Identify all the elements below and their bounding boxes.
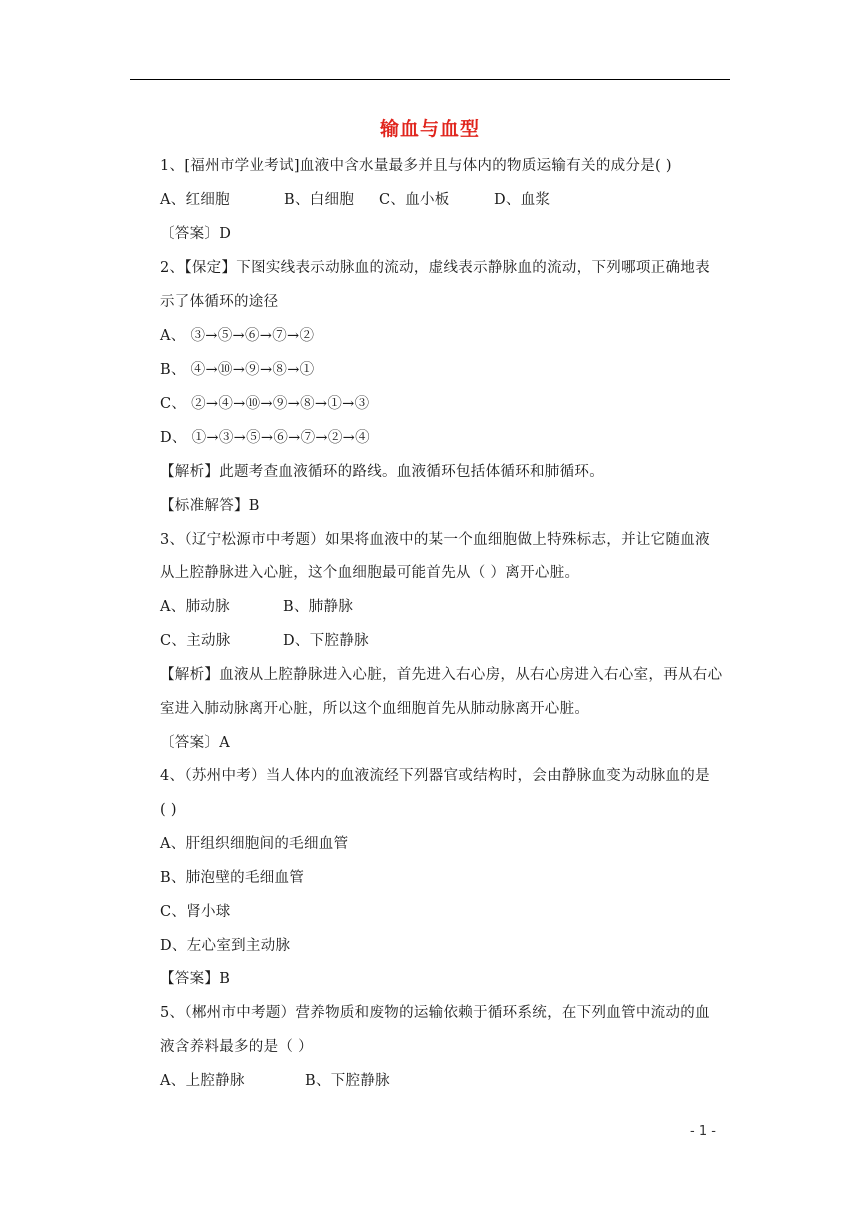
q5-stem-line2: 液含养料最多的是（ ） — [160, 1039, 313, 1055]
q5-option-b: B、下腔静脉 — [305, 1073, 390, 1089]
q3-answer: 〔答案〕A — [160, 735, 230, 751]
page-number: - 1 - — [690, 1124, 716, 1139]
q2-stem-line2: 示了体循环的途径 — [160, 294, 279, 310]
q5-stem-line1: 5、（郴州市中考题）营养物质和废物的运输依赖于循环系统，在下列血管中流动的血 — [160, 1005, 710, 1021]
q4-stem-line1: 4、（苏州中考）当人体内的血液流经下列器官或结构时，会由静脉血变为动脉血的是 — [160, 768, 710, 784]
q2-option-d: D、 ①→③→⑤→⑥→⑦→②→④ — [160, 430, 370, 446]
q2-option-b: B、 ④→⑩→⑨→⑧→① — [160, 362, 315, 378]
q3-option-d: D、下腔静脉 — [283, 633, 369, 649]
q3-options-row1 — [160, 597, 353, 617]
q1-option-a: A、红细胞 — [160, 192, 230, 208]
q2-option-a: A、 ③→⑤→⑥→⑦→② — [160, 328, 315, 344]
q3-option-a: A、肺动脉 — [160, 599, 230, 615]
q1-option-b: B、白细胞 — [284, 192, 355, 208]
q2-stem-line1: 2、【保定】下图实线表示动脉血的流动，虚线表示静脉血的流动，下列哪项正确地表 — [160, 260, 710, 276]
q4-answer: 【答案】B — [160, 971, 231, 987]
q2-answer: 【标准解答】B — [160, 498, 260, 514]
q1-option-c: C、血小板 — [379, 192, 450, 208]
q5-options — [160, 1071, 390, 1091]
q1-options — [160, 190, 550, 210]
q5-option-a: A、上腔静脉 — [160, 1073, 245, 1089]
q3-option-b: B、肺静脉 — [283, 599, 354, 615]
q4-option-b: B、肺泡壁的毛细血管 — [160, 870, 305, 886]
q3-stem-line1: 3、（辽宁松源市中考题）如果将血液中的某一个血细胞做上特殊标志，并让它随血液 — [160, 532, 710, 548]
q3-stem-line2: 从上腔静脉进入心脏，这个血细胞最可能首先从（ ）离开心脏。 — [160, 565, 580, 581]
q2-analysis: 【解析】此题考查血液循环的路线。血液循环包括体循环和肺循环。 — [160, 464, 604, 480]
q1-stem: 1、[福州市学业考试]血液中含水量最多并且与体内的物质运输有关的成分是( ) — [160, 158, 672, 174]
q3-analysis-line2: 室进入肺动脉离开心脏，所以这个血细胞首先从肺动脉离开心脏。 — [160, 701, 590, 717]
q2-option-c: C、 ②→④→⑩→⑨→⑧→①→③ — [160, 396, 370, 412]
q1-answer: 〔答案〕D — [160, 226, 232, 242]
q4-option-a: A、肝组织细胞间的毛细血管 — [160, 836, 349, 852]
header-rule — [130, 79, 730, 80]
q4-stem-line2: ( ) — [160, 802, 177, 818]
page-title: 输血与血型 — [379, 118, 480, 140]
q1-option-d: D、血浆 — [494, 192, 551, 208]
q3-option-c: C、主动脉 — [160, 633, 231, 649]
q4-option-c: C、肾小球 — [160, 904, 231, 920]
q4-option-d: D、左心室到主动脉 — [160, 938, 291, 954]
q3-analysis-line1: 【解析】血液从上腔静脉进入心脏，首先进入右心房，从右心房进入右心室，再从右心 — [160, 667, 723, 683]
q3-options-row2 — [160, 631, 369, 651]
